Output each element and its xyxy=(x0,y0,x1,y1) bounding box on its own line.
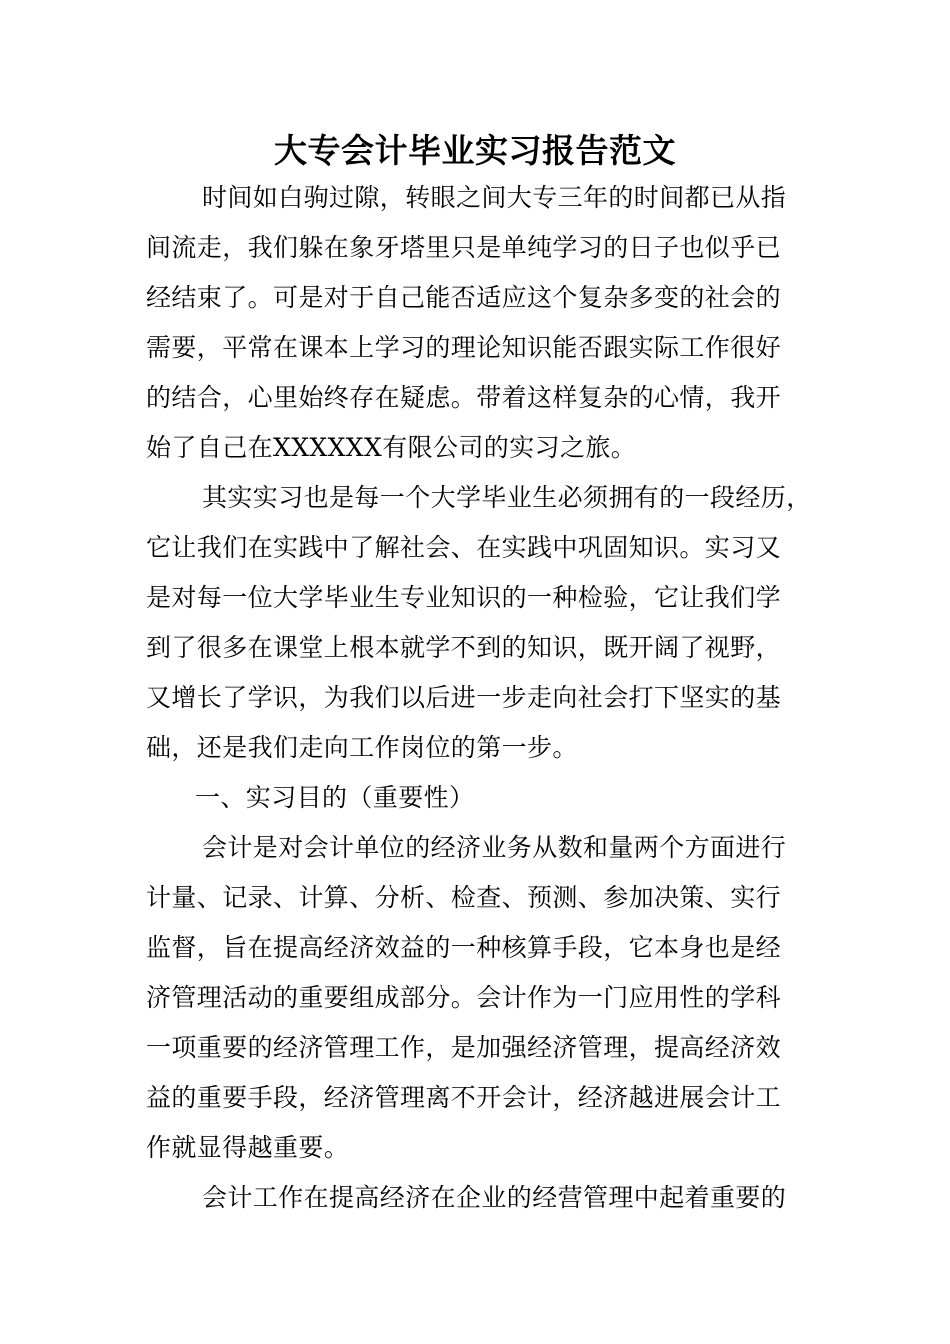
paragraph-line: 础，还是我们走向工作岗位的第一步。 xyxy=(146,733,578,762)
paragraph-line: 时间如白驹过隙，转眼之间大专三年的时间都已从指 xyxy=(202,183,787,212)
paragraph-line: 济管理活动的重要组成部分。会计作为一门应用性的学科 xyxy=(146,983,782,1012)
paragraph-line: 是对每一位大学毕业生专业知识的一种检验，它让我们学 xyxy=(146,583,782,612)
paragraph-line: 到了很多在课堂上根本就学不到的知识，既开阔了视野， xyxy=(146,633,782,662)
paragraph-line: 始了自己在XXXXXX有限公司的实习之旅。 xyxy=(146,433,637,462)
paragraph-line: 计量、记录、计算、分析、检查、预测、参加决策、实行 xyxy=(146,883,782,912)
paragraph-line: 又增长了学识，为我们以后进一步走向社会打下坚实的基 xyxy=(146,683,782,712)
paragraph-line: 需要，平常在课本上学习的理论知识能否跟实际工作很好 xyxy=(146,333,782,362)
paragraph-line: 其实实习也是每一个大学毕业生必须拥有的一段经历， xyxy=(202,483,812,512)
paragraph-line: 间流走，我们躲在象牙塔里只是单纯学习的日子也似乎已 xyxy=(146,233,782,262)
paragraph-line: 益的重要手段，经济管理离不开会计，经济越进展会计工 xyxy=(146,1083,782,1112)
paragraph-line: 会计工作在提高经济在企业的经营管理中起着重要的 xyxy=(202,1183,787,1212)
paragraph-line: 会计是对会计单位的经济业务从数和量两个方面进行 xyxy=(202,833,787,862)
paragraph-line: 它让我们在实践中了解社会、在实践中巩固知识。实习又 xyxy=(146,533,782,562)
paragraph-line: 作就显得越重要。 xyxy=(146,1133,350,1162)
paragraph-line: 经结束了。可是对于自己能否适应这个复杂多变的社会的 xyxy=(146,283,782,312)
paragraph-line: 一项重要的经济管理工作，是加强经济管理，提高经济效 xyxy=(146,1033,782,1062)
document-title: 大专会计毕业实习报告范文 xyxy=(274,131,676,170)
paragraph-line: 的结合，心里始终存在疑虑。带着这样复杂的心情，我开 xyxy=(146,383,782,412)
paragraph-line: 监督，旨在提高经济效益的一种核算手段，它本身也是经 xyxy=(146,933,782,962)
section-heading: 一、实习目的（重要性） xyxy=(195,783,475,812)
